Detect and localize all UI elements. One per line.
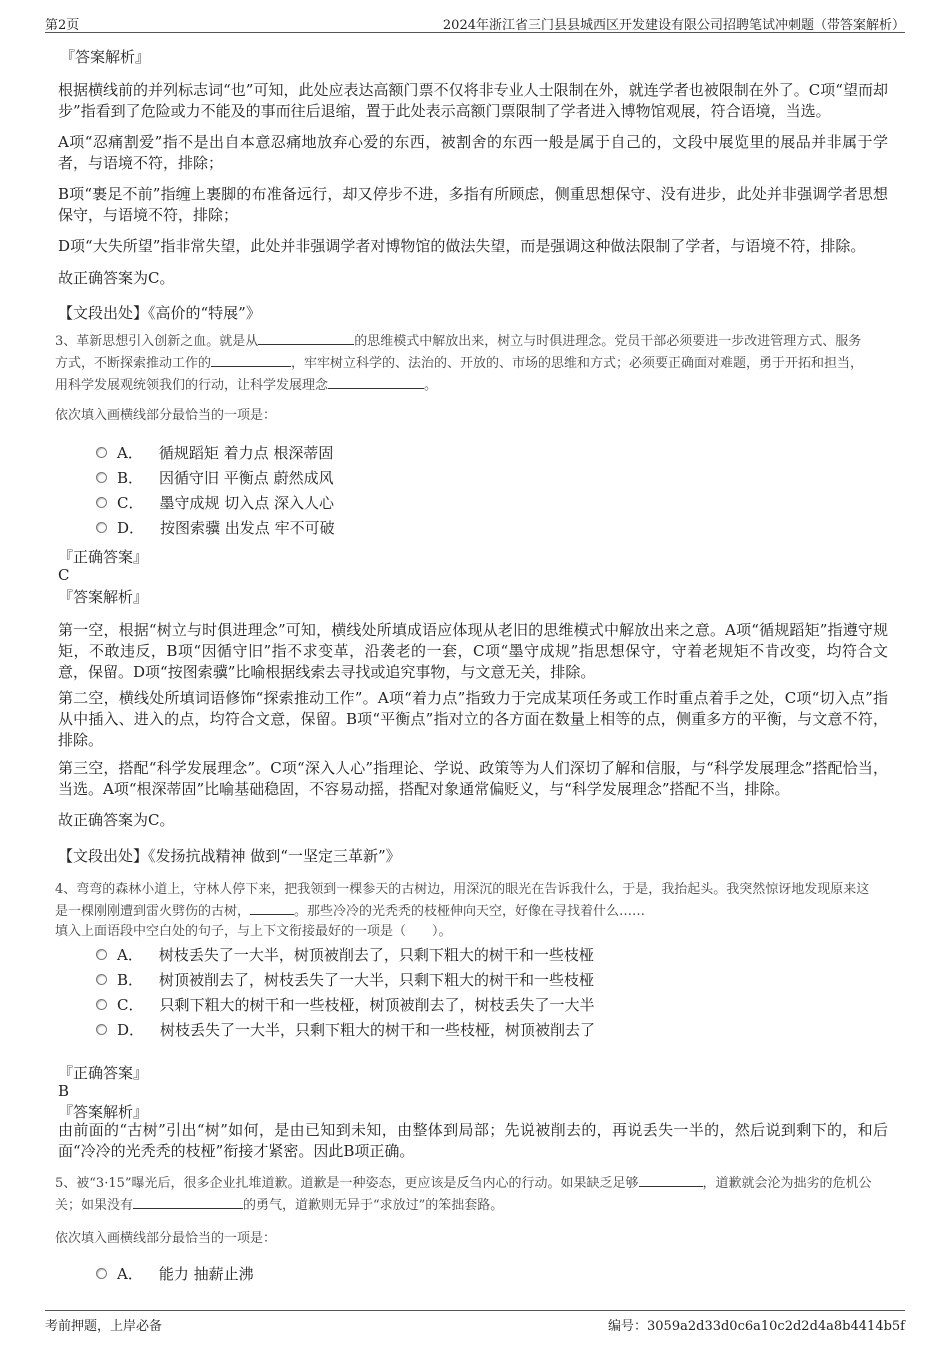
blank-line [328,374,424,389]
radio-button[interactable] [96,447,107,458]
analysis-paragraph: B项“裹足不前”指缠上裹脚的布准备远行，却又停步不进，多指有所顾虑，侧重思想保守、没有进步，此处并非强调学者思想保守，与语境不符，排除； [58,185,888,224]
option-c[interactable]: C． 只剩下粗大的树干和一些枝桠，树顶被削去了，树枝丢失了一大半 [96,994,595,1015]
analysis-paragraph: 第二空，横线处所填词语修饰“探索推动工作”。A项“着力点”指致力于完成某项任务或工作时重点着手之处，C项“切入点”指从中插入、进入的点，均符合文意，保留。B项“平衡点”指对立的各方面在数量上相等的点，侧重多方的平衡，与文意不符，排除。 [58,689,888,749]
option-a[interactable]: A． 循规蹈矩 着力点 根深蒂固 [96,442,333,463]
analysis-paragraph: A项“忍痛割爱”指不是出自本意忍痛地放弃心爱的东西，被割舍的东西一般是属于自己的，文段中展览里的展品并非属于学者，与语境不符，排除； [58,133,888,172]
footer-slogan: 考前押题，上岸必备 [45,1319,163,1334]
analysis-paragraph: 根据横线前的并列标志词“也”可知，此处应表达高额门票不仅将非专业人士限制在外，就连学者也被限制在外了。C项“望而却步”指看到了危险或力不能及的事而往后退缩，置于此处表示高额门票限制了学者进入博物馆观展，符合语境，当选。 [58,81,888,120]
correct-answer: B [58,1082,70,1100]
correct-answer-label: 『正确答案』 [58,1064,149,1082]
radio-button[interactable] [96,1024,107,1035]
page-header [45,12,905,33]
option-b[interactable]: B． 因循守旧 平衡点 蔚然成风 [96,467,334,488]
document-title: 2024年浙江省三门县县城西区开发建设有限公司招聘笔试冲刺题（带答案解析） [442,18,905,33]
question-4-text: 4、弯弯的森林小道上，守林人停下来，把我领到一棵参天的古树边，用深沉的眼光在告诉我什么，于是，我抬起头。我突然惊讶地发现原来这 是一棵刚刚遭到雷火劈伤的古树， 。那些冷冷的光秃秃的枝桠伸向天空，好像在寻找着什么…… 填入上面语段中空白处的句子，与上下文衔接最好的一项是（ ）。 [55,882,870,939]
question-5-text: 5、被“3·15”曝光后，很多企业扎堆道歉。道歉是一种姿态，更应该是反刍内心的行动。如果缺乏足够 ，道歉就会沦为拙劣的危机公 关；如果没有 的勇气，道歉则无异于“求放过”的笨拙套路。 [55,1172,895,1216]
analysis-paragraph: D项“大失所望”指非常失望，此处并非强调学者对博物馆的做法失望，而是强调这种做法限制了学者，与语境不符，排除。 [58,237,866,255]
radio-button[interactable] [96,949,107,960]
option-c[interactable]: C． 墨守成规 切入点 深入人心 [96,492,334,513]
question-prompt: 依次填入画横线部分最恰当的一项是： [55,408,277,423]
blank-line [133,1194,243,1209]
analysis-label: 『答案解析』 [58,588,149,606]
radio-button[interactable] [96,522,107,533]
page-number: 第2页 [45,18,80,33]
radio-button[interactable] [96,974,107,985]
analysis-paragraph: 由前面的“古树”引出“树”如何，是由已知到未知，由整体到局部；先说被削去的，再说丢失一半的，然后说到剩下的，和后面“冷冷的光秃秃的枝桠”衔接才紧密。因此B项正确。 [58,1121,888,1160]
blank-line [250,900,294,915]
option-b[interactable]: B． 树顶被削去了，树枝丢失了一大半，只剩下粗大的树干和一些枝桠 [96,969,594,990]
conclusion: 故正确答案为C。 [58,811,175,829]
blank-line [258,330,354,345]
analysis-label: 『答案解析』 [60,48,151,66]
document-code: 编号：3059a2d33d0c6a10c2d2d4a8b4414b5f [608,1319,905,1334]
radio-button[interactable] [96,472,107,483]
correct-answer-label: 『正确答案』 [58,548,149,566]
page-footer [45,1310,905,1333]
question-3-text: 3、革新思想引入创新之血。就是从 的思维模式中解放出来，树立与时俱进理念。党员干部必须要进一步改进管理方式、服务 方式，不断探索推动工作的 ，牢牢树立科学的、法治的、开放的、市场的思维和方式；必须要正确面对难题，勇于开拓和担当， 用科学发展观统领我们的行动，让科学发展理念 。 [55,330,895,396]
source-citation: 【文段出处】《高价的“特展”》 [58,304,261,322]
conclusion: 故正确答案为C。 [58,269,175,287]
question-prompt: 依次填入画横线部分最恰当的一项是： [55,1231,277,1246]
option-a[interactable]: A． 树枝丢失了一大半，树顶被削去了，只剩下粗大的树干和一些枝桠 [96,944,594,965]
option-d[interactable]: D． 树枝丢失了一大半，只剩下粗大的树干和一些枝桠，树顶被削去了 [96,1019,595,1040]
radio-button[interactable] [96,1268,107,1279]
analysis-label: 『答案解析』 [58,1103,149,1121]
source-citation: 【文段出处】《发扬抗战精神 做到“一坚定三革新”》 [58,847,401,865]
option-a[interactable]: A． 能力 抽薪止沸 [96,1263,254,1284]
analysis-paragraph: 第三空，搭配“科学发展理念”。C项“深入人心”指理论、学说、政策等为人们深切了解和信服，与“科学发展理念”搭配恰当，当选。A项“根深蒂固”比喻基础稳固，不容易动摇，搭配对象通常偏贬义，与“科学发展理念”搭配不当，排除。 [58,759,888,798]
blank-line [211,352,291,367]
radio-button[interactable] [96,999,107,1010]
radio-button[interactable] [96,497,107,508]
analysis-paragraph: 第一空，根据“树立与时俱进理念”可知，横线处所填成语应体现从老旧的思维模式中解放出来之意。A项“循规蹈矩”指遵守规矩，不敢违反，B项“因循守旧”指不求变革，沿袭老的一套，C项“墨守成规”指思想保守，守着老规矩不肯改变，均符合文意，保留。D项“按图索骥”比喻根据线索去寻找或追究事物，与文意无关，排除。 [58,621,888,681]
blank-line [639,1172,703,1187]
correct-answer: C [58,566,70,584]
option-d[interactable]: D． 按图索骥 出发点 牢不可破 [96,517,335,538]
